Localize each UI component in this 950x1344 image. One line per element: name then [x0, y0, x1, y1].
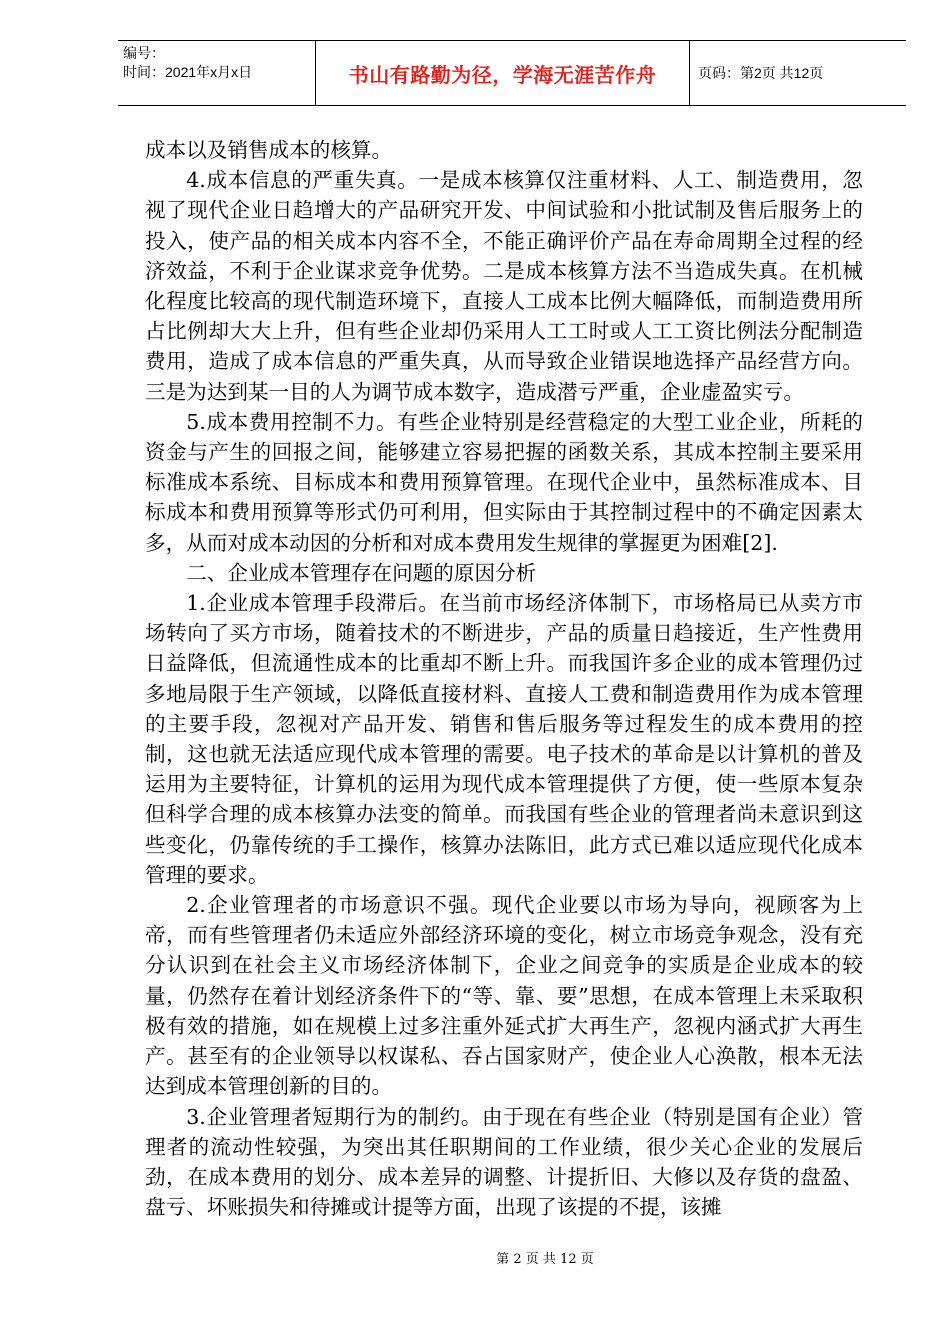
- paragraph-cost-control: 5.成本费用控制不力。有些企业特别是经营稳定的大型工业企业，所耗的资金与产生的回报之间，能够建立容易把握的函数关系，其成本控制主要采用标准成本系统、目标成本和费用预算管理。在现代企业中，虽然标准成本、目标成本和费用预算等形式仍可利用，但实际由于其控制过程中的不确定因素太多，从而对成本动因的分析和对成本费用发生规律的掌握更为困难[2].: [145, 409, 863, 555]
- time-label: 时间：2021年x月x日: [123, 64, 253, 80]
- header-meta: [118, 41, 316, 105]
- header-table: [118, 40, 906, 106]
- header-motto: [316, 41, 690, 105]
- paragraph-cost-info-distortion: 4.成本信息的严重失真。一是成本核算仅注重材料、人工、制造费用，忽视了现代企业日趋增大的产品研究开发、中间试验和小批试制及售后服务上的投入，使产品的相关成本内容不全，不能正确评价产品在寿命周期全过程的经济效益，不利于企业谋求竞争优势。二是成本核算方法不当造成失真。在机械化程度比较高的现代制造环境下，直接人工成本比例大幅降低，而制造费用所占比例却大大上升，但有些企业却仍采用人工工时或人工工资比例法分配制造费用，造成了成本信息的严重失真，从而导致企业错误地选择产品经营方向。三是为达到某一目的人为调节成本数字，造成潜亏严重，企业虚盈实亏。: [145, 168, 863, 404]
- paragraph-management-means: 1.企业成本管理手段滞后。在当前市场经济体制下，市场格局已从卖方市场转向了买方市场，随着技术的不断进步，产品的质量日趋接近，生产性费用日益降低，但流通性成本的比重却不断上升。而我国许多企业的成本管理仍过多地局限于生产领域，以降低直接材料、直接人工费和制造费用作为成本管理的主要手段，忽视对产品开发、销售和售后服务等过程发生的成本费用的控制，这也就无法适应现代成本管理的需要。电子技术的革命是以计算机的普及运用为主要特征，计算机的运用为现代成本管理提供了方便，使一些原本复杂但科学合理的成本核算办法变的简单。而我国有些企业的管理者尚未意识到这些变化，仍靠传统的手工操作，核算办法陈旧，此方式已难以适应现代化成本管理的要求。: [145, 591, 863, 887]
- section-heading: 二、企业成本管理存在问题的原因分析: [186, 560, 537, 585]
- paragraph-continued: 成本以及销售成本的核算。: [145, 138, 393, 162]
- header-page-info: [690, 41, 906, 105]
- motto-text: 书山有路勤为径，学海无涯苦作舟: [348, 62, 657, 87]
- footer-page-number: 第 2 页 共 12 页: [496, 1252, 594, 1267]
- paragraph-short-term-behavior: 3.企业管理者短期行为的制约。由于现在有些企业（特别是国有企业）管理者的流动性较强，为突出其任职期间的工作业绩，很少关心企业的发展后劲，在成本费用的划分、成本差异的调整、计提折旧、大修以及存货的盘盈、盘亏、坏账损失和待摊或计提等方面，出现了该提的不提，该摊: [145, 1104, 863, 1220]
- document-body: [145, 135, 863, 1222]
- serial-number-label: 编号：: [123, 45, 165, 61]
- paragraph-market-awareness: 2.企业管理者的市场意识不强。现代企业要以市场为导向，视顾客为上帝，而有些管理者仍未适应外部经济环境的变化，树立市场竞争观念，没有充分认识到在社会主义市场经济体制下，企业之间竞争的实质是企业成本的较量，仍然存在着计划经济条件下的“等、靠、要”思想，在成本管理上未采取积极有效的措施，如在规模上过多注重外延式扩大再生产，忽视内涵式扩大再生产。甚至有的企业领导以权谋私、吞占国家财产，使企业人心涣散，根本无法达到成本管理创新的目的。: [145, 893, 863, 1099]
- page-info-text: 页码：第2页 共12页: [698, 65, 824, 81]
- page-footer: [0, 1248, 950, 1267]
